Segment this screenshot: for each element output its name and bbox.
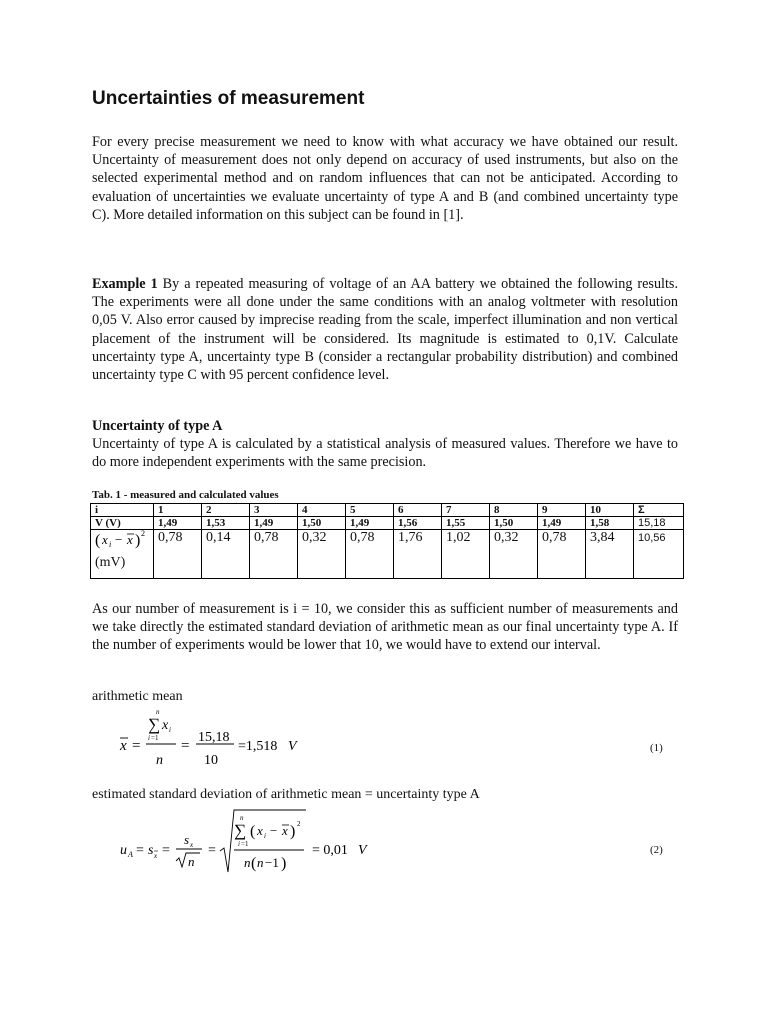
svg-text:−: − [115, 532, 123, 547]
section-a-heading: Uncertainty of type A [92, 418, 223, 434]
example-text: By a repeated measuring of voltage of an AA battery we obtained the following results. The experiments were all done under the same conditions with an analog voltmeter with resolution 0,05 V. Also error caused by imprecise reading from the scale, imperfect illumination and non vertical placement of the instrument will be considered. Its magnitude is estimated to 0,1V. Calculate uncertainty type A, uncertainty type B (consider a rectangular probability distribution) and combined uncertainty type C with 95 percent confidence level. [92, 276, 678, 384]
voltage-cell: 1,49 [154, 517, 202, 530]
eq1-denominator: 10 [204, 753, 218, 768]
square-cell: 0,78 [538, 530, 586, 579]
eq2-formula [120, 806, 380, 876]
square-cell: 1,76 [394, 530, 442, 579]
index-cell: 7 [442, 504, 490, 517]
table-caption: Tab. 1 - measured and calculated values [92, 489, 279, 501]
svg-text:=1: =1 [151, 734, 159, 742]
eq2-number: (2) [650, 844, 663, 856]
svg-text:s: s [184, 832, 190, 847]
svg-text:x: x [127, 532, 133, 547]
square-cell: 0,78 [154, 530, 202, 579]
index-cell: 6 [394, 504, 442, 517]
eq2-label: estimated standard deviation of arithmetic mean = uncertainty type A [92, 787, 480, 802]
voltage-cell: 1,55 [442, 517, 490, 530]
svg-text:(: ( [250, 823, 256, 840]
voltage-cell: 1,49 [346, 517, 394, 530]
row-label-i: i [91, 504, 154, 517]
sum-voltage-cell: 15,18 [634, 517, 684, 530]
svg-text:2: 2 [141, 529, 145, 538]
intro-paragraph: For every precise measurement we need to know with what accuracy we have obtained our result. Uncertainty of measurement does not only depend on accuracy of used instruments, but also on the selected experimental method and on random influences that can not be anticipated. According to evaluation of uncertainties we evaluate uncertainty of type A and B (and combined uncertainty type C). More detailed information on this subject can be found in [1]. [92, 134, 678, 223]
voltage-cell: 1,58 [586, 517, 634, 530]
svg-text:i: i [264, 832, 266, 840]
sum-header-cell: Σ [634, 504, 684, 517]
svg-text:x: x [162, 718, 169, 733]
svg-text:=: = [136, 843, 144, 858]
svg-text:n: n [257, 855, 264, 870]
index-cell: 2 [202, 504, 250, 517]
measurement-table [90, 503, 684, 579]
svg-text:n: n [244, 855, 251, 870]
eq2-unit: V [358, 843, 367, 858]
mean-symbol: x [120, 738, 127, 754]
svg-text:n: n [156, 753, 163, 768]
voltage-cell: 1,53 [202, 517, 250, 530]
svg-text:x: x [282, 823, 288, 838]
svg-text:(: ( [251, 855, 257, 872]
svg-text:∑: ∑ [234, 821, 247, 840]
table-row-voltage [91, 517, 684, 530]
svg-text:∑: ∑ [148, 715, 161, 734]
square-cell: 0,78 [346, 530, 394, 579]
eq1-unit: V [288, 739, 297, 754]
svg-text:=: = [181, 738, 190, 754]
svg-text:(: ( [95, 532, 101, 549]
svg-text:i: i [148, 734, 150, 742]
svg-text:): ) [135, 532, 141, 549]
index-cell: 5 [346, 504, 394, 517]
example-paragraph [92, 275, 678, 384]
after-table-paragraph: As our number of measurement is i = 10, we consider this as sufficient number of measurements and we take directly the estimated standard deviation of arithmetic mean as our final uncertainty type A. If the number of experiments would be lower that 10, we would have to extend our interval. [92, 601, 678, 654]
squares-unit: (mV) [95, 555, 126, 570]
svg-text:−: − [270, 823, 278, 838]
svg-text:n: n [156, 708, 160, 716]
voltage-cell: 1,49 [250, 517, 298, 530]
voltage-cell: 1,50 [490, 517, 538, 530]
svg-text:n: n [188, 854, 195, 869]
sum-squares-cell: 10,56 [634, 530, 684, 579]
svg-text:i: i [109, 540, 112, 549]
voltage-cell: 1,50 [298, 517, 346, 530]
example-label: Example 1 [92, 276, 158, 292]
index-cell: 8 [490, 504, 538, 517]
index-cell: 3 [250, 504, 298, 517]
svg-text:u: u [120, 843, 127, 858]
svg-text:): ) [290, 823, 296, 840]
svg-text:n: n [240, 814, 244, 822]
square-cell: 0,32 [490, 530, 538, 579]
voltage-cell: 1,56 [394, 517, 442, 530]
eq1-number: (1) [650, 742, 663, 754]
svg-text:x: x [190, 841, 194, 849]
voltage-cell: 1,49 [538, 517, 586, 530]
svg-text:x: x [257, 823, 263, 838]
section-a-paragraph: Uncertainty of type A is calculated by a statistical analysis of measured values. Therefore we have to do more independent experiments with the same precision. [92, 436, 678, 471]
square-cell: 0,32 [298, 530, 346, 579]
table-row-squares [91, 530, 684, 579]
index-cell: 9 [538, 504, 586, 517]
eq1-result: =1,518 [238, 739, 278, 754]
table-row-index [91, 504, 684, 517]
deviation-formula-icon [95, 530, 149, 550]
svg-text:=: = [162, 843, 170, 858]
svg-text:=: = [208, 843, 216, 858]
square-cell: 0,14 [202, 530, 250, 579]
svg-text:−1: −1 [265, 855, 279, 870]
svg-text:=1: =1 [241, 840, 249, 848]
square-cell: 3,84 [586, 530, 634, 579]
eq1-formula [120, 708, 340, 772]
index-cell: 4 [298, 504, 346, 517]
page-title: Uncertainties of measurement [92, 88, 365, 109]
svg-text:=: = [132, 738, 141, 754]
svg-text:i: i [169, 726, 171, 734]
svg-text:): ) [281, 855, 287, 872]
eq1-numerator: 15,18 [198, 730, 230, 745]
square-cell: 1,02 [442, 530, 490, 579]
svg-text:s: s [148, 843, 154, 858]
svg-text:x: x [102, 532, 108, 547]
index-cell: 1 [154, 504, 202, 517]
svg-text:2: 2 [297, 820, 301, 828]
svg-text:i: i [238, 840, 240, 848]
svg-text:x: x [154, 852, 158, 860]
eq2-result: = 0,01 [312, 843, 348, 858]
eq1-label: arithmetic mean [92, 689, 183, 704]
svg-text:A: A [128, 850, 133, 859]
index-cell: 10 [586, 504, 634, 517]
square-cell: 0,78 [250, 530, 298, 579]
row-label-voltage: V (V) [91, 517, 154, 530]
row-label-squares [91, 530, 154, 579]
